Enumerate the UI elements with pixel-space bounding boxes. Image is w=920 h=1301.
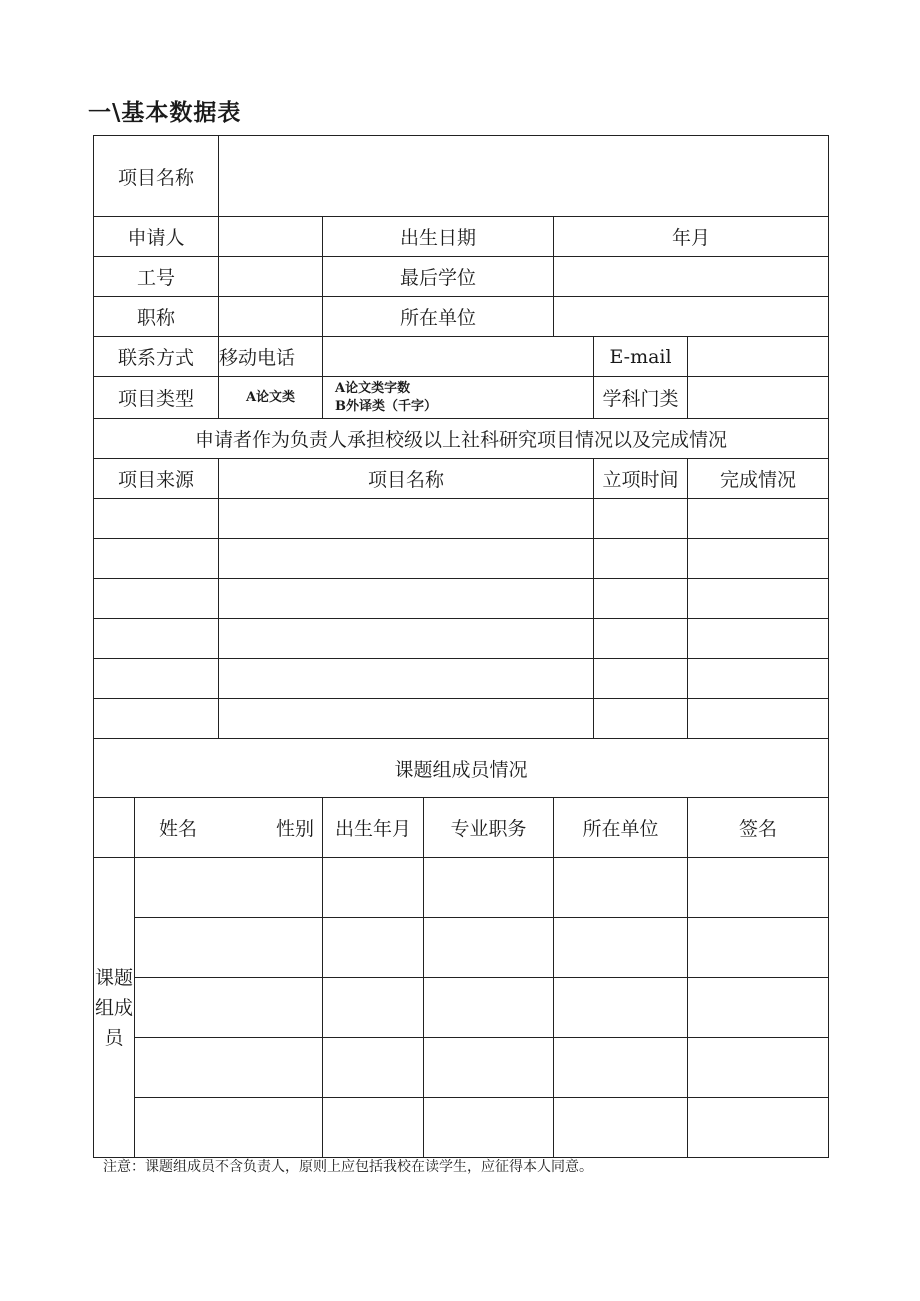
- history-cell[interactable]: [219, 539, 594, 579]
- field-discipline[interactable]: [688, 377, 829, 419]
- history-row: [94, 499, 829, 539]
- members-col-birth: 出生年月: [323, 798, 424, 858]
- member-cell[interactable]: [135, 858, 323, 918]
- history-cell[interactable]: [94, 699, 219, 739]
- page-title: 一\基本数据表: [88, 100, 242, 126]
- history-row: [94, 579, 829, 619]
- member-cell[interactable]: [554, 1038, 688, 1098]
- label-job-title: 职称: [94, 297, 219, 337]
- history-cell[interactable]: [688, 699, 829, 739]
- label-contact: 联系方式: [94, 337, 219, 377]
- member-cell[interactable]: [323, 918, 424, 978]
- field-job-title[interactable]: [219, 297, 323, 337]
- history-cell[interactable]: [594, 659, 688, 699]
- type-options[interactable]: [323, 377, 594, 419]
- member-row: [94, 1038, 829, 1098]
- history-cell[interactable]: [594, 539, 688, 579]
- member-cell[interactable]: [554, 858, 688, 918]
- history-cell[interactable]: [219, 499, 594, 539]
- label-mobile: 移动电话: [219, 337, 323, 377]
- history-col-status: 完成情况: [688, 459, 829, 499]
- history-cell[interactable]: [219, 659, 594, 699]
- label-highest-degree: 最后学位: [323, 257, 554, 297]
- label-project-type: 项目类型: [94, 377, 219, 419]
- member-cell[interactable]: [554, 918, 688, 978]
- history-cell[interactable]: [94, 619, 219, 659]
- member-cell[interactable]: [323, 1098, 424, 1158]
- member-cell[interactable]: [323, 978, 424, 1038]
- member-cell[interactable]: [554, 978, 688, 1038]
- history-col-name: 项目名称: [219, 459, 594, 499]
- footnote: 注意：课题组成员不含负责人，原则上应包括我校在读学生，应征得本人同意。: [103, 1159, 593, 1175]
- member-cell[interactable]: [688, 918, 829, 978]
- field-project-name[interactable]: [219, 136, 829, 217]
- members-col-name: 姓名: [159, 818, 198, 840]
- label-birth-date: 出生日期: [323, 217, 554, 257]
- member-cell[interactable]: [135, 978, 323, 1038]
- member-cell[interactable]: [135, 918, 323, 978]
- history-row: [94, 699, 829, 739]
- member-cell[interactable]: [424, 1038, 554, 1098]
- type-option-a-paper[interactable]: A论文类: [219, 377, 323, 419]
- field-staff-no[interactable]: [219, 257, 323, 297]
- history-row: [94, 539, 829, 579]
- member-cell[interactable]: [688, 978, 829, 1038]
- type-option-b-translation[interactable]: B外译类（千字）: [335, 398, 438, 414]
- field-highest-degree[interactable]: [554, 257, 829, 297]
- history-cell[interactable]: [594, 619, 688, 659]
- history-cell[interactable]: [94, 659, 219, 699]
- member-cell[interactable]: [424, 858, 554, 918]
- history-cell[interactable]: [594, 579, 688, 619]
- history-cell[interactable]: [688, 539, 829, 579]
- member-cell[interactable]: [323, 858, 424, 918]
- field-unit[interactable]: [554, 297, 829, 337]
- history-cell[interactable]: [594, 499, 688, 539]
- label-email: E-mail: [594, 337, 688, 377]
- member-cell[interactable]: [135, 1098, 323, 1158]
- members-col-unit: 所在单位: [554, 798, 688, 858]
- history-col-date: 立项时间: [594, 459, 688, 499]
- label-project-name: 项目名称: [94, 136, 219, 217]
- member-row: [94, 1098, 829, 1158]
- history-cell[interactable]: [688, 659, 829, 699]
- history-cell[interactable]: [688, 579, 829, 619]
- field-email[interactable]: [688, 337, 829, 377]
- member-cell[interactable]: [688, 1038, 829, 1098]
- member-cell[interactable]: [554, 1098, 688, 1158]
- history-cell[interactable]: [594, 699, 688, 739]
- label-discipline: 学科门类: [594, 377, 688, 419]
- history-cell[interactable]: [219, 699, 594, 739]
- basic-data-table: [93, 135, 829, 1158]
- label-staff-no: 工号: [94, 257, 219, 297]
- member-cell[interactable]: [688, 858, 829, 918]
- field-applicant[interactable]: [219, 217, 323, 257]
- history-cell[interactable]: [219, 579, 594, 619]
- history-cell[interactable]: [94, 499, 219, 539]
- members-col-name-sex: [135, 798, 323, 858]
- members-col-sign: 签名: [688, 798, 829, 858]
- field-mobile[interactable]: [323, 337, 594, 377]
- members-corner-cell: [94, 798, 135, 858]
- history-cell[interactable]: [94, 579, 219, 619]
- members-col-position: 专业职务: [424, 798, 554, 858]
- history-heading: 申请者作为负责人承担校级以上社科研究项目情况以及完成情况: [94, 419, 829, 459]
- history-col-source: 项目来源: [94, 459, 219, 499]
- members-heading: 课题组成员情况: [94, 739, 829, 798]
- label-applicant: 申请人: [94, 217, 219, 257]
- history-row: [94, 659, 829, 699]
- member-row: [94, 918, 829, 978]
- member-cell[interactable]: [323, 1038, 424, 1098]
- field-birth-date[interactable]: 年月: [554, 217, 829, 257]
- history-row: [94, 619, 829, 659]
- history-cell[interactable]: [219, 619, 594, 659]
- member-row: [94, 978, 829, 1038]
- member-cell[interactable]: [688, 1098, 829, 1158]
- member-cell[interactable]: [424, 918, 554, 978]
- member-cell[interactable]: [424, 1098, 554, 1158]
- members-side-label: 课题组成员: [94, 858, 135, 1158]
- member-cell[interactable]: [135, 1038, 323, 1098]
- member-cell[interactable]: [424, 978, 554, 1038]
- history-cell[interactable]: [94, 539, 219, 579]
- type-option-a-words[interactable]: A论文类字数: [335, 380, 411, 396]
- members-col-sex: 性别: [276, 818, 315, 840]
- history-cell[interactable]: [688, 619, 829, 659]
- label-unit: 所在单位: [323, 297, 554, 337]
- history-cell[interactable]: [688, 499, 829, 539]
- member-row: [94, 858, 829, 918]
